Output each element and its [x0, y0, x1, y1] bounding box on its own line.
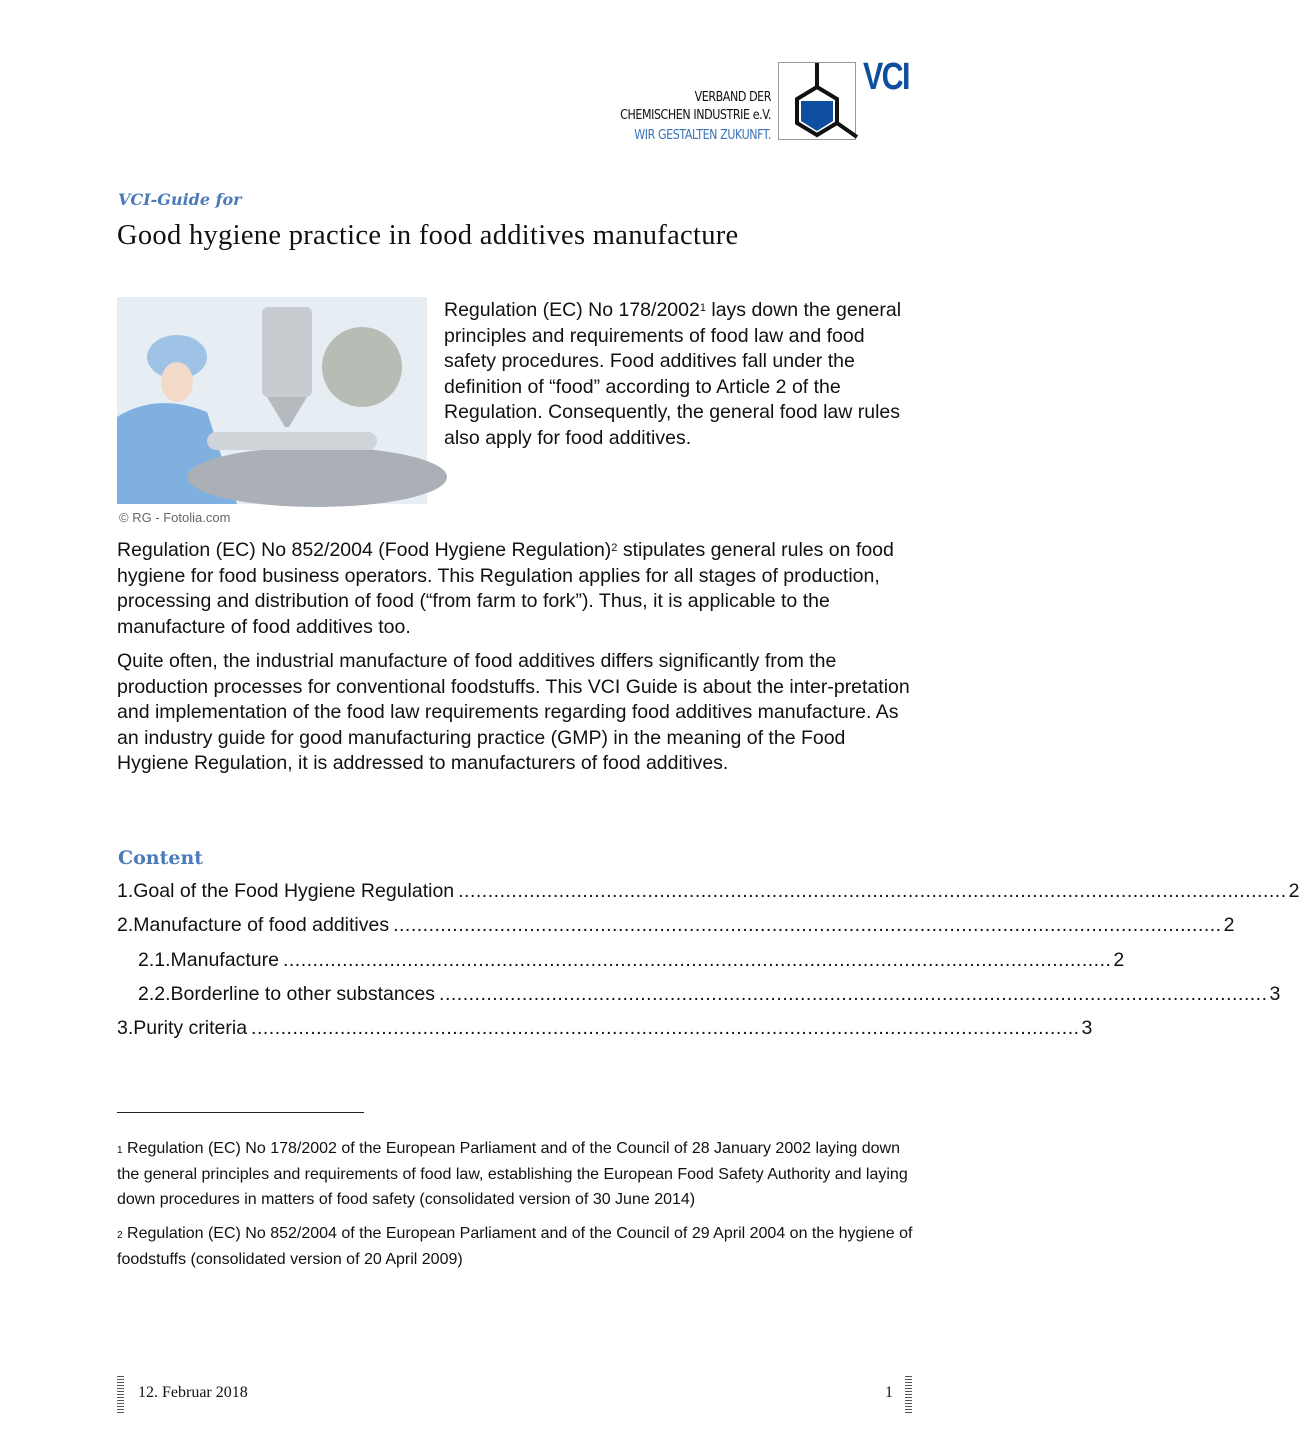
footnote-text: Regulation (EC) No 852/2004 of the European Parliament and of the Council of 29 April 2004 on the hygiene of foodstuffs (consolidated version of 20 April 2009): [117, 1225, 913, 1268]
footnote-ref-2[interactable]: 2: [611, 542, 618, 554]
intro-text-cont: lays down the general principles and requirements of food law and food safety procedures. Food additives fall under the definition of “food” according to Article 2 of the Regulation. Consequently, the general food law rules also apply for food additives.: [444, 299, 902, 449]
toc-page: 2: [1113, 949, 1125, 971]
footnote-1: [117, 1136, 917, 1213]
toc-label: Manufacture of food additives: [133, 914, 390, 936]
vci-hexagon-logo-icon: [778, 62, 856, 140]
body-paragraph-2: Quite often, the industrial manufacture of food additives differs significantly from the production processes for conventional foodstuffs. This VCI Guide is about the inter-pretation and implementation of the food law requirements regarding food additives manufacture. As an industry guide for good manufacturing practice (GMP) in the meaning of the Food Hygiene Regulation, it is addressed to manufacturers of food additives.: [117, 650, 910, 775]
toc-leader: ............................................................................................................................................: [282, 949, 1112, 971]
footnote-number: 2: [117, 1230, 123, 1241]
toc-entry[interactable]: [138, 983, 1281, 1006]
toc-heading: Content: [118, 847, 204, 869]
vci-logo-text: [620, 88, 771, 144]
toc-label: Purity criteria: [133, 1017, 248, 1039]
logo-line1: VERBAND DER: [694, 89, 771, 105]
toc-number: 2.: [117, 914, 134, 936]
toc-page: 2: [1288, 880, 1299, 902]
toc-page: 3: [1269, 983, 1281, 1005]
footnote-number: 1: [117, 1145, 123, 1156]
toc-leader: ............................................................................................................................................: [458, 880, 1287, 902]
lab-worker-photo: [117, 297, 427, 504]
footnote-divider: [117, 1112, 364, 1113]
body1-text-cont: stipulates general rules on food hygiene for food business operators. This Regulation applies for all stages of production, processing and distribution of food (“from farm to fork”). Thus, it is applicable to the manufacture of food additives too.: [117, 539, 894, 638]
toc-label: Manufacture: [170, 949, 279, 971]
toc-entry[interactable]: [117, 914, 1235, 937]
body-paragraph-1: [117, 538, 917, 640]
toc-entry[interactable]: [117, 1017, 1093, 1040]
photo-caption: © RG - Fotolia.com: [119, 510, 231, 525]
toc-leader: ............................................................................................................................................: [393, 914, 1222, 936]
logo-tagline: WIR GESTALTEN ZUKUNFT.: [634, 127, 771, 143]
toc-page: 3: [1081, 1017, 1093, 1039]
intro-paragraph: [444, 298, 914, 452]
toc-number: 2.2.: [138, 983, 171, 1005]
page-number: 1: [885, 1384, 893, 1401]
footer-date: 12. Februar 2018: [138, 1384, 248, 1401]
logo-line2: CHEMISCHEN INDUSTRIE e.V.: [620, 107, 771, 123]
toc-page: 2: [1223, 914, 1235, 936]
page-title: Good hygiene practice in food additives manufacture: [117, 220, 739, 251]
toc-entry[interactable]: [138, 949, 1125, 972]
footnote-2: [117, 1221, 917, 1272]
intro-text: Regulation (EC) No 178/2002: [444, 299, 700, 321]
toc-number: 1.: [117, 880, 134, 902]
toc-label: Goal of the Food Hygiene Regulation: [133, 880, 455, 902]
toc-entry[interactable]: [117, 880, 1299, 903]
toc-leader: ............................................................................................................................................: [251, 1017, 1080, 1039]
footnote-ref-1[interactable]: 1: [699, 302, 706, 314]
toc-leader: ............................................................................................................................................: [439, 983, 1268, 1005]
guide-label: VCI-Guide for: [118, 190, 242, 209]
toc-number: 3.: [117, 1017, 134, 1039]
footnote-text: Regulation (EC) No 178/2002 of the European Parliament and of the Council of 28 January 2002 laying down the general principles and requirements of food law, establishing the European Food Safety Authority and laying down procedures in matters of food safety (consolidated version of 30 June 2014): [117, 1140, 908, 1209]
vci-acronym: VCI: [863, 56, 909, 98]
footer-marker-left: [117, 1376, 124, 1414]
toc-label: Borderline to other substances: [170, 983, 436, 1005]
footer-marker-right: [905, 1376, 912, 1414]
body1-text: Regulation (EC) No 852/2004 (Food Hygiene Regulation): [117, 539, 612, 561]
toc-number: 2.1.: [138, 949, 171, 971]
